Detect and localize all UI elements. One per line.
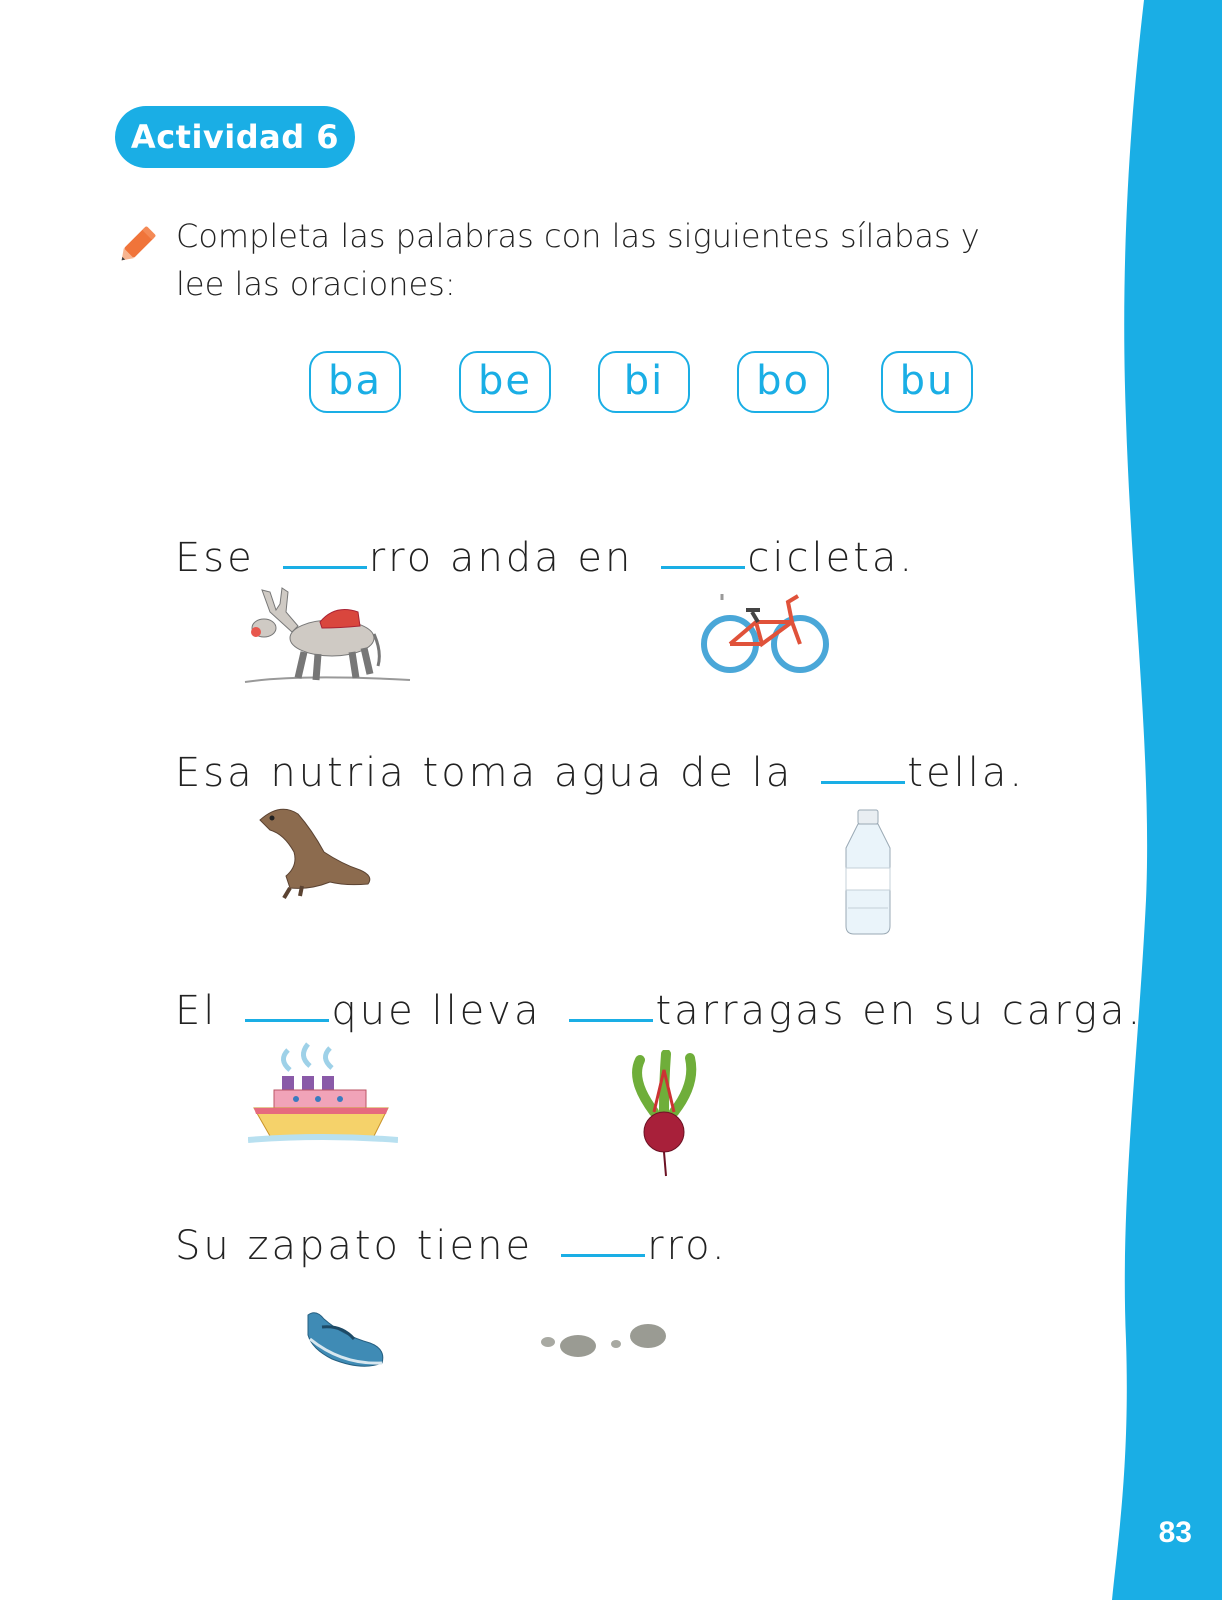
sentence-2-part-b: tella.: [907, 750, 1026, 796]
instruction-text: [176, 212, 980, 308]
sentence-3-part-c: tarragas en su carga.: [655, 988, 1144, 1034]
blank-line[interactable]: [561, 1254, 645, 1257]
boat-illustration: [248, 1040, 398, 1160]
bicycle-illustration: [700, 582, 830, 682]
sentence-3: [175, 988, 1143, 1034]
blank-line[interactable]: [569, 1019, 653, 1022]
sentence-1: [175, 535, 915, 581]
syllable-box-bi: bi: [598, 351, 690, 413]
page-edge-band: [1112, 0, 1222, 1600]
sentence-4: [175, 1223, 728, 1269]
blank-line[interactable]: [245, 1019, 329, 1022]
activity-badge: Actividad 6: [115, 106, 355, 168]
sentence-4-part-b: rro.: [647, 1223, 728, 1269]
instruction-line-1: Completa las palabras con las siguientes sílabas y: [176, 217, 980, 255]
beet-illustration: [620, 1050, 710, 1180]
sentence-1-part-c: cicleta.: [747, 535, 916, 581]
instruction-line-2: lee las oraciones:: [176, 265, 456, 303]
sentence-1-part-b: rro anda en: [368, 535, 634, 581]
sentence-2: [175, 750, 1025, 796]
blank-line[interactable]: [821, 781, 905, 784]
blank-line[interactable]: [283, 566, 367, 569]
shoe-illustration: [302, 1305, 392, 1375]
pencil-icon: [116, 218, 164, 266]
syllable-box-ba: ba: [309, 351, 401, 413]
blank-line[interactable]: [661, 566, 745, 569]
sentence-4-part-a: Su zapato tiene: [175, 1223, 534, 1269]
syllable-box-be: be: [459, 351, 551, 413]
mud-illustration: [536, 1320, 686, 1370]
page-number: 83: [1158, 1516, 1192, 1549]
otter-illustration: [250, 800, 380, 910]
syllable-box-bo: bo: [737, 351, 829, 413]
donkey-illustration: [240, 582, 420, 692]
sentence-3-part-b: que lleva: [331, 988, 542, 1034]
syllable-box-bu: bu: [881, 351, 973, 413]
sentence-1-part-a: Ese: [175, 535, 255, 581]
sentence-3-part-a: El: [175, 988, 218, 1034]
bottle-illustration: [838, 808, 898, 938]
sentence-2-part-a: Esa nutria toma agua de la: [175, 750, 794, 796]
